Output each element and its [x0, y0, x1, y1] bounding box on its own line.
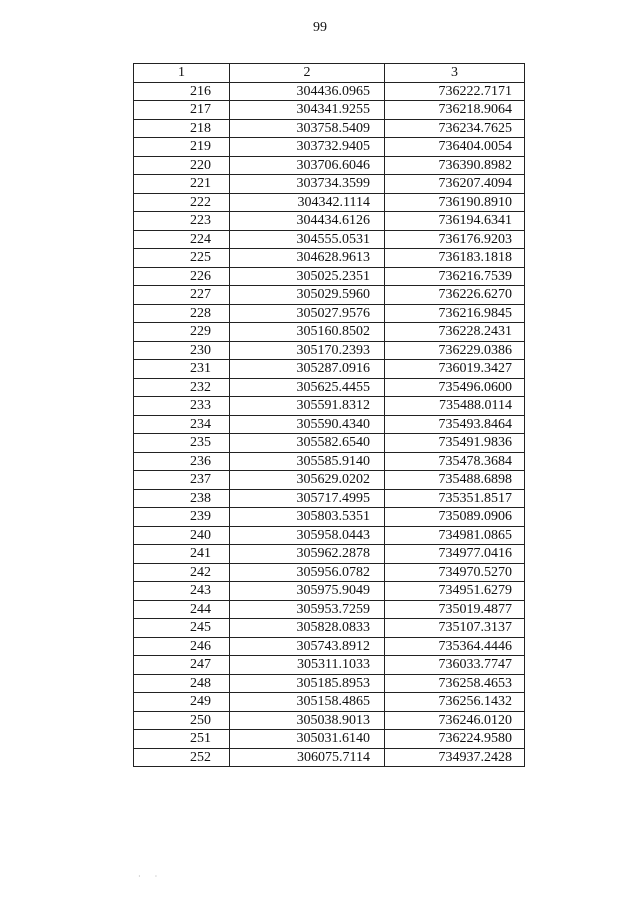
coordinate-y-cell: 736234.7625 — [385, 119, 525, 138]
coordinate-x-cell: 304342.1114 — [230, 193, 385, 212]
point-number-cell: 248 — [134, 674, 230, 693]
point-number-cell: 227 — [134, 286, 230, 305]
table-row — [134, 452, 525, 471]
column-header-3: 3 — [385, 64, 525, 83]
point-number-cell: 243 — [134, 582, 230, 601]
coordinate-y-cell: 735496.0600 — [385, 378, 525, 397]
point-number-cell: 232 — [134, 378, 230, 397]
coordinate-y-cell: 736216.9845 — [385, 304, 525, 323]
point-number-cell: 224 — [134, 230, 230, 249]
table-row — [134, 101, 525, 120]
point-number-cell: 251 — [134, 730, 230, 749]
coordinate-x-cell: 304436.0965 — [230, 82, 385, 101]
coordinate-x-cell: 305025.2351 — [230, 267, 385, 286]
coordinate-x-cell: 305958.0443 — [230, 526, 385, 545]
coordinate-x-cell: 305311.1033 — [230, 656, 385, 675]
coordinate-y-cell: 736390.8982 — [385, 156, 525, 175]
table-row — [134, 656, 525, 675]
point-number-cell: 220 — [134, 156, 230, 175]
table-row — [134, 230, 525, 249]
table-row — [134, 526, 525, 545]
table-row — [134, 563, 525, 582]
coordinate-y-cell: 735364.4446 — [385, 637, 525, 656]
coordinate-y-cell: 735488.6898 — [385, 471, 525, 490]
table-row — [134, 360, 525, 379]
table-row — [134, 489, 525, 508]
coordinate-y-cell: 736019.3427 — [385, 360, 525, 379]
table-row — [134, 249, 525, 268]
table-row — [134, 397, 525, 416]
table-row — [134, 378, 525, 397]
coordinate-y-cell: 736258.4653 — [385, 674, 525, 693]
coordinate-y-cell: 736033.7747 — [385, 656, 525, 675]
coordinate-y-cell: 736224.9580 — [385, 730, 525, 749]
coordinate-y-cell: 735493.8464 — [385, 415, 525, 434]
coordinate-x-cell: 305953.7259 — [230, 600, 385, 619]
table-row — [134, 434, 525, 453]
coordinate-x-cell: 305717.4995 — [230, 489, 385, 508]
coordinate-x-cell: 305625.4455 — [230, 378, 385, 397]
coordinate-y-cell: 734951.6279 — [385, 582, 525, 601]
coordinate-x-cell: 305029.5960 — [230, 286, 385, 305]
point-number-cell: 226 — [134, 267, 230, 286]
table-row — [134, 156, 525, 175]
coordinate-x-cell: 306075.7114 — [230, 748, 385, 767]
table-header-row — [134, 64, 525, 83]
point-number-cell: 239 — [134, 508, 230, 527]
coordinate-x-cell: 305287.0916 — [230, 360, 385, 379]
coordinate-y-cell: 736216.7539 — [385, 267, 525, 286]
coordinate-x-cell: 305591.8312 — [230, 397, 385, 416]
coordinate-x-cell: 305158.4865 — [230, 693, 385, 712]
table-body — [134, 82, 525, 767]
coordinate-y-cell: 735351.8517 — [385, 489, 525, 508]
point-number-cell: 242 — [134, 563, 230, 582]
table-row — [134, 138, 525, 157]
coordinate-y-cell: 736218.9064 — [385, 101, 525, 120]
coordinate-y-cell: 736222.7171 — [385, 82, 525, 101]
table-row — [134, 193, 525, 212]
page-number: 99 — [313, 20, 327, 35]
coordinate-y-cell: 736190.8910 — [385, 193, 525, 212]
point-number-cell: 234 — [134, 415, 230, 434]
point-number-cell: 241 — [134, 545, 230, 564]
coordinate-y-cell: 736229.0386 — [385, 341, 525, 360]
point-number-cell: 221 — [134, 175, 230, 194]
coordinate-x-cell: 305803.5351 — [230, 508, 385, 527]
table-row — [134, 341, 525, 360]
coordinate-x-cell: 305743.8912 — [230, 637, 385, 656]
point-number-cell: 235 — [134, 434, 230, 453]
table-row — [134, 637, 525, 656]
coordinate-x-cell: 305185.8953 — [230, 674, 385, 693]
table-row — [134, 175, 525, 194]
point-number-cell: 237 — [134, 471, 230, 490]
point-number-cell: 222 — [134, 193, 230, 212]
point-number-cell: 250 — [134, 711, 230, 730]
table-row — [134, 748, 525, 767]
coordinate-y-cell: 734937.2428 — [385, 748, 525, 767]
coordinate-y-cell: 735491.9836 — [385, 434, 525, 453]
table-row — [134, 600, 525, 619]
coordinate-x-cell: 305031.6140 — [230, 730, 385, 749]
coordinate-x-cell: 305629.0202 — [230, 471, 385, 490]
coordinate-x-cell: 305585.9140 — [230, 452, 385, 471]
scan-mark: · · — [138, 872, 164, 881]
coordinate-x-cell: 304434.6126 — [230, 212, 385, 231]
point-number-cell: 249 — [134, 693, 230, 712]
coordinate-y-cell: 735478.3684 — [385, 452, 525, 471]
table-row — [134, 323, 525, 342]
coordinate-x-cell: 305828.0833 — [230, 619, 385, 638]
point-number-cell: 231 — [134, 360, 230, 379]
point-number-cell: 216 — [134, 82, 230, 101]
coordinate-y-cell: 734970.5270 — [385, 563, 525, 582]
coordinate-x-cell: 305170.2393 — [230, 341, 385, 360]
point-number-cell: 230 — [134, 341, 230, 360]
point-number-cell: 219 — [134, 138, 230, 157]
coordinate-y-cell: 736256.1432 — [385, 693, 525, 712]
point-number-cell: 236 — [134, 452, 230, 471]
point-number-cell: 217 — [134, 101, 230, 120]
coordinate-y-cell: 735107.3137 — [385, 619, 525, 638]
table-row — [134, 582, 525, 601]
table-row — [134, 212, 525, 231]
coordinate-x-cell: 305160.8502 — [230, 323, 385, 342]
coordinate-y-cell: 736228.2431 — [385, 323, 525, 342]
point-number-cell: 247 — [134, 656, 230, 675]
table-row — [134, 304, 525, 323]
coordinate-y-cell: 736246.0120 — [385, 711, 525, 730]
coordinate-x-cell: 305582.6540 — [230, 434, 385, 453]
coordinate-x-cell: 305038.9013 — [230, 711, 385, 730]
point-number-cell: 218 — [134, 119, 230, 138]
point-number-cell: 240 — [134, 526, 230, 545]
coordinate-y-cell: 736194.6341 — [385, 212, 525, 231]
coordinate-x-cell: 305590.4340 — [230, 415, 385, 434]
coordinate-y-cell: 735019.4877 — [385, 600, 525, 619]
point-number-cell: 229 — [134, 323, 230, 342]
table-row — [134, 82, 525, 101]
table-row — [134, 119, 525, 138]
coordinates-table — [133, 63, 525, 767]
point-number-cell: 223 — [134, 212, 230, 231]
point-number-cell: 228 — [134, 304, 230, 323]
table-row — [134, 471, 525, 490]
coordinate-y-cell: 736183.1818 — [385, 249, 525, 268]
coordinate-y-cell: 736176.9203 — [385, 230, 525, 249]
table-row — [134, 674, 525, 693]
point-number-cell: 238 — [134, 489, 230, 508]
column-header-2: 2 — [230, 64, 385, 83]
table-row — [134, 693, 525, 712]
coordinate-y-cell: 736207.4094 — [385, 175, 525, 194]
coordinate-x-cell: 305956.0782 — [230, 563, 385, 582]
coordinate-x-cell: 303706.6046 — [230, 156, 385, 175]
table-row — [134, 267, 525, 286]
table-row — [134, 286, 525, 305]
coordinate-x-cell: 304341.9255 — [230, 101, 385, 120]
coordinate-x-cell: 305962.2878 — [230, 545, 385, 564]
point-number-cell: 246 — [134, 637, 230, 656]
table-row — [134, 619, 525, 638]
coordinate-y-cell: 736404.0054 — [385, 138, 525, 157]
coordinate-x-cell: 305027.9576 — [230, 304, 385, 323]
table-row — [134, 415, 525, 434]
coordinate-y-cell: 736226.6270 — [385, 286, 525, 305]
coordinate-x-cell: 303758.5409 — [230, 119, 385, 138]
coordinate-x-cell: 303732.9405 — [230, 138, 385, 157]
coordinate-x-cell: 305975.9049 — [230, 582, 385, 601]
coordinate-x-cell: 303734.3599 — [230, 175, 385, 194]
column-header-1: 1 — [134, 64, 230, 83]
coordinate-y-cell: 735089.0906 — [385, 508, 525, 527]
table-row — [134, 508, 525, 527]
table-row — [134, 545, 525, 564]
point-number-cell: 225 — [134, 249, 230, 268]
coordinate-y-cell: 734977.0416 — [385, 545, 525, 564]
table-row — [134, 711, 525, 730]
coordinate-y-cell: 734981.0865 — [385, 526, 525, 545]
point-number-cell: 252 — [134, 748, 230, 767]
point-number-cell: 233 — [134, 397, 230, 416]
coordinate-x-cell: 304555.0531 — [230, 230, 385, 249]
point-number-cell: 245 — [134, 619, 230, 638]
coordinate-x-cell: 304628.9613 — [230, 249, 385, 268]
point-number-cell: 244 — [134, 600, 230, 619]
table-row — [134, 730, 525, 749]
coordinate-y-cell: 735488.0114 — [385, 397, 525, 416]
